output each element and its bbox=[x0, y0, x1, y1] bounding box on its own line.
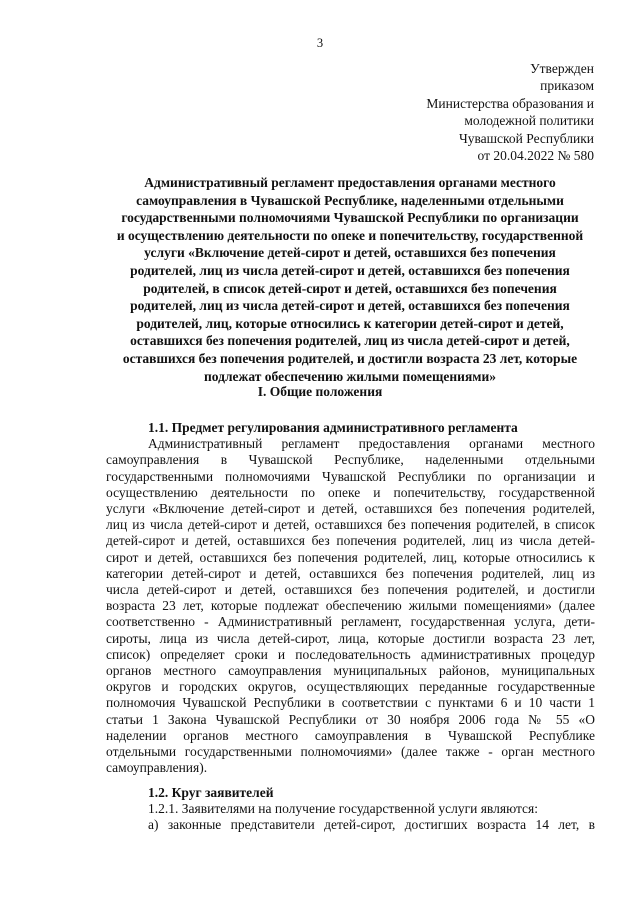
document-title bbox=[106, 174, 594, 385]
paragraph-line: государственными полномочиями Чувашской Республики по организации и bbox=[106, 468, 595, 484]
title-line: подлежат обеспечению жилыми помещениями» bbox=[204, 368, 496, 384]
title-line: государственными полномочиями Чувашской Республики по организации bbox=[121, 210, 579, 226]
subsection-heading: 1.1. Предмет регулирования административного регламента bbox=[148, 420, 518, 435]
paragraph-line: список) определяет сроки и последовательность административных процедур bbox=[106, 646, 595, 662]
paragraph-line: а) законные представители детей-сирот, достигших возраста 14 лет, в bbox=[148, 817, 595, 833]
title-line: родителей, в список детей-сирот и детей, оставшихся без попечения bbox=[143, 280, 557, 296]
title-line: родителей, лиц из числа детей-сирот и детей, оставшихся без попечения bbox=[130, 262, 570, 278]
paragraph-line: числа детей-сирот и детей, оставшихся без попечения родителей, и достигли bbox=[106, 582, 595, 598]
subsection-subject bbox=[106, 420, 595, 776]
paragraph-line: наделении органов местного самоуправления в Чувашской Республике bbox=[106, 727, 595, 743]
paragraph-line: полномочия Чувашской Республики в соответствии с пунктами 6 и 10 части 1 bbox=[106, 695, 595, 711]
title-line: и осуществлению деятельности по опеке и попечительству, государственной bbox=[116, 227, 584, 243]
title-line: родителей, лиц, которые относились к категории детей-сирот и детей, bbox=[136, 315, 564, 331]
paragraph-line: органов местного самоуправления муниципальных районов, муниципальных bbox=[106, 663, 595, 679]
approval-line: Утвержден bbox=[530, 61, 594, 76]
title-line: Административный регламент предоставления органами местного bbox=[144, 175, 556, 190]
paragraph-line: услуги «Включение детей-сирот и детей, оставшихся без попечения родителей, bbox=[106, 501, 595, 517]
approval-line: Чувашской Республики bbox=[458, 130, 594, 146]
subsection-applicants bbox=[106, 785, 595, 834]
paragraph-line: самоуправления). bbox=[106, 760, 208, 776]
paragraph-line: сирот и детей, оставшихся без попечения родителей, лиц, которые относились к bbox=[106, 549, 595, 565]
title-line: оставшихся без попечения родителей, лиц из числа детей-сирот и детей, bbox=[130, 333, 570, 349]
paragraph-line: Административный регламент предоставления органами местного bbox=[148, 436, 595, 452]
paragraph-line: осуществлению деятельности по опеке и попечительству, государственной bbox=[106, 484, 595, 500]
paragraph-line: категории детей-сирот и детей, оставшихся без попечения родителей, лиц из bbox=[106, 565, 595, 581]
paragraph-line: сироты, лица из числа детей-сирот, лица, которые достигли возраста 23 лет, bbox=[106, 630, 595, 646]
paragraph-line: 1.2.1. Заявителями на получение государственной услуги являются: bbox=[148, 801, 538, 817]
paragraph-line: статьи 1 Закона Чувашской Республики от 30 ноября 2006 года № 55 «О bbox=[106, 711, 595, 727]
paragraph-line: соответственно - Административный регламент, государственная услуга, дети- bbox=[106, 614, 595, 630]
title-line: услуги «Включение детей-сирот и детей, оставшихся без попечения bbox=[144, 245, 556, 261]
paragraph-line: отдельными государственными полномочиями» (далее также - орган местного bbox=[106, 744, 595, 760]
title-line: оставшихся без попечения родителей, и достигли возраста 23 лет, которые bbox=[122, 350, 578, 366]
approval-line: молодежной политики bbox=[464, 113, 594, 129]
section-heading: I. Общие положения bbox=[257, 384, 383, 399]
paragraph-line: самоуправления в Чувашской Республике, наделенными отдельными bbox=[106, 452, 595, 468]
paragraph-line: возраста 23 лет, которые подлежат обеспечению жилыми помещениями» (далее bbox=[106, 598, 595, 614]
subsection-heading: 1.2. Круг заявителей bbox=[148, 785, 274, 800]
title-line: родителей, лиц из числа детей-сирот и детей, оставшихся без попечения bbox=[130, 298, 570, 314]
page-number: 3 bbox=[316, 36, 324, 50]
paragraph-line: детей-сирот и детей, оставшихся без попечения родителей, лиц из числа детей- bbox=[106, 533, 595, 549]
title-line: самоуправления в Чувашской Республике, наделенными отдельными bbox=[136, 192, 564, 208]
approval-line: от 20.04.2022 № 580 bbox=[477, 148, 594, 164]
paragraph-line: лиц из числа детей-сирот и детей, оставшихся без попечения родителей, в список bbox=[106, 517, 595, 533]
paragraph-line: округов и городских округов, осуществляющих переданные государственные bbox=[106, 679, 595, 695]
approval-line: приказом bbox=[540, 78, 594, 94]
approval-line: Министерства образования и bbox=[426, 95, 594, 111]
approval-stamp bbox=[364, 60, 594, 164]
